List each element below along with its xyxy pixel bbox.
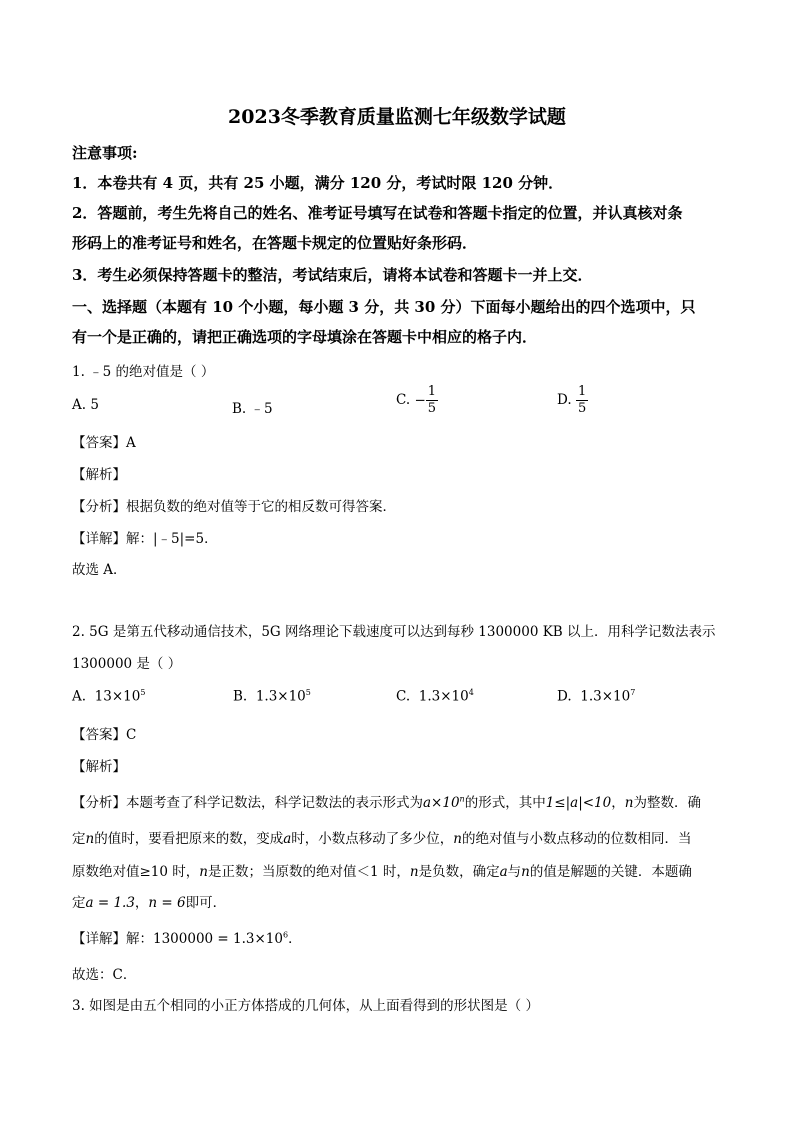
notice-header: 注意事项: — [72, 144, 138, 162]
q1-option-d-fraction — [576, 384, 588, 417]
q2-line2-text-3: 时，小数点移动了多少位， — [291, 831, 454, 847]
q1-answer — [72, 431, 136, 451]
q1-stem: 1. ﹣5 的绝对值是（ ） — [72, 364, 215, 380]
q2-line2-math-1: n — [85, 831, 95, 847]
q2-fenxi-line-4 — [72, 891, 226, 911]
q2-option-a-exponent: 5 — [140, 688, 146, 697]
notice-item-1: 1．本卷共有 4 页，共有 25 小题，满分 120 分，考试时限 120 分钟． — [72, 174, 564, 192]
q1-answer-value: A — [126, 435, 136, 451]
q2-fenxi-math-2: 1≤|a|<10 — [545, 795, 612, 811]
q1-option-c-numerator: 1 — [427, 384, 437, 399]
q2-option-c-label: C. — [396, 688, 411, 705]
q1-option-c-sign: − — [414, 392, 426, 409]
q2-fenxi-line-2 — [72, 827, 691, 847]
q2-option-a-base: 13×10 — [94, 688, 141, 705]
q2-line4-text-2: ， — [134, 895, 149, 911]
q1-option-a: A. 5 — [72, 397, 99, 413]
q2-line2-math-2: a — [283, 831, 292, 847]
page-title: 2023冬季教育质量监测七年级数学试题 — [228, 106, 566, 128]
q2-option-b-exponent: 5 — [305, 688, 311, 697]
q1-option-c-label: C. — [396, 392, 411, 408]
q2-line4-text-1: 定 — [72, 895, 86, 911]
q2-detail-math: 1300000 = 1.3×10 — [153, 931, 283, 947]
q1-detail-tag: 【详解】 — [72, 531, 126, 547]
q2-answer-tag: 【答案】 — [72, 727, 126, 743]
q1-option-b: B. ﹣5 — [232, 401, 273, 417]
q2-line2-math-3: n — [453, 831, 462, 847]
q2-line2-text-1: 定 — [72, 831, 86, 847]
q2-fenxi-math-1-exponent: n — [459, 794, 465, 804]
q2-answer — [72, 723, 136, 743]
q2-detail-exponent: 6 — [282, 930, 289, 940]
q2-line3-math-4: n — [521, 864, 530, 880]
q2-fenxi-math-1: a×10 — [423, 795, 460, 811]
q2-choose: 故选：C． — [72, 967, 137, 983]
q1-detail — [72, 527, 218, 547]
q2-option-b — [233, 688, 311, 705]
q2-line3-text-5: 的值是解题的关键．本题确 — [529, 864, 692, 880]
q2-option-c-base: 1.3×10 — [418, 688, 469, 705]
q2-line3-math-2: n — [409, 864, 419, 880]
q1-fenxi-text: 根据负数的绝对值等于它的相反数可得答案． — [126, 499, 396, 515]
q2-line3-text-4: 与 — [507, 864, 522, 880]
q2-line2-text-4: 的绝对值与小数点移动的位数相同．当 — [461, 831, 692, 847]
q2-line4-math-1: a = 1.3 — [85, 895, 135, 911]
section-1-heading-line-2: 有一个是正确的，请把正确选项的字母填涂在答题卡中相应的格子内． — [72, 328, 538, 346]
q1-choose: 故选 A． — [72, 562, 127, 578]
q2-line4-text-3: 即可． — [185, 895, 227, 911]
q2-fenxi-text-1: 本题考查了科学记数法，科学记数法的表示形式为 — [126, 795, 423, 811]
q2-option-a — [72, 688, 145, 705]
q2-stem-line-1: 2. 5G 是第五代移动通信技术，5G 网络理论下载速度可以达到每秒 1300000 KB 以上．用科学记数法表示 — [72, 624, 716, 640]
q2-option-d-exponent: 7 — [630, 688, 636, 697]
q2-option-d — [557, 688, 635, 705]
q2-answer-value: C — [126, 727, 137, 743]
q2-line3-text-3: 是负数，确定 — [418, 864, 500, 880]
q2-detail-text-2: ． — [288, 931, 302, 947]
q2-option-d-base: 1.3×10 — [580, 688, 631, 705]
q2-line3-math-3: a — [499, 864, 508, 880]
q1-option-c — [396, 384, 438, 417]
q2-analysis-tag: 【解析】 — [72, 759, 126, 775]
notice-item-3: 3．考生必须保持答题卡的整洁，考试结束后，请将本试卷和答题卡一并上交． — [72, 266, 593, 284]
q2-option-c — [396, 688, 474, 705]
q2-option-d-label: D. — [557, 688, 572, 705]
q2-option-b-label: B. — [233, 688, 248, 705]
q2-stem-line-2: 1300000 是（ ） — [72, 656, 182, 672]
q2-fenxi-math-3: n — [624, 795, 634, 811]
q2-line3-text-1: 原数绝对值≥10 时， — [72, 864, 200, 880]
q2-line3-text-2: 是正数；当原数的绝对值＜1 时， — [207, 864, 410, 880]
q2-option-a-label: A. — [72, 688, 87, 705]
q2-detail-text-1: 解： — [126, 931, 153, 947]
q1-analysis-tag: 【解析】 — [72, 467, 126, 483]
q2-fenxi-line-1 — [72, 791, 701, 811]
q1-detail-text: 解：|﹣5|=5． — [126, 531, 218, 547]
q1-option-d-label: D. — [557, 392, 572, 408]
q1-option-c-fraction — [426, 384, 438, 417]
q1-answer-tag: 【答案】 — [72, 435, 126, 451]
q1-option-c-denominator: 5 — [427, 401, 437, 416]
q2-fenxi-text-2: 的形式，其中 — [464, 795, 546, 811]
notice-item-2-line-2: 形码上的准考证号和姓名，在答题卡规定的位置贴好条形码． — [72, 234, 478, 252]
q2-fenxi-text-4: 为整数．确 — [633, 795, 701, 811]
q2-fenxi-text-3: ， — [611, 795, 625, 811]
q2-line4-math-2: n = 6 — [148, 895, 186, 911]
q1-option-d — [557, 384, 588, 417]
q1-fenxi — [72, 495, 396, 515]
q3-stem: 3. 如图是由五个相同的小正方体搭成的几何体，从上面看得到的形状图是（ ） — [72, 998, 539, 1014]
q2-detail-tag: 【详解】 — [72, 931, 126, 947]
q2-fenxi-tag: 【分析】 — [72, 795, 126, 811]
q2-option-c-exponent: 4 — [468, 688, 474, 697]
q1-fenxi-tag: 【分析】 — [72, 499, 126, 515]
q1-option-d-denominator: 5 — [577, 401, 587, 416]
q2-detail — [72, 927, 302, 947]
q2-line2-text-2: 的值时，要看把原来的数，变成 — [94, 831, 284, 847]
q1-option-d-numerator: 1 — [577, 384, 587, 399]
notice-item-2-line-1: 2．答题前，考生先将自己的姓名、准考证号填写在试卷和答题卡指定的位置，并认真核对条 — [72, 204, 683, 222]
q2-option-b-base: 1.3×10 — [255, 688, 306, 705]
q2-fenxi-line-3 — [72, 860, 692, 880]
section-1-heading-line-1: 一、选择题（本题有 10 个小题，每小题 3 分，共 30 分）下面每小题给出的四个选项中，只 — [72, 298, 696, 316]
q2-line3-math-1: n — [199, 864, 208, 880]
